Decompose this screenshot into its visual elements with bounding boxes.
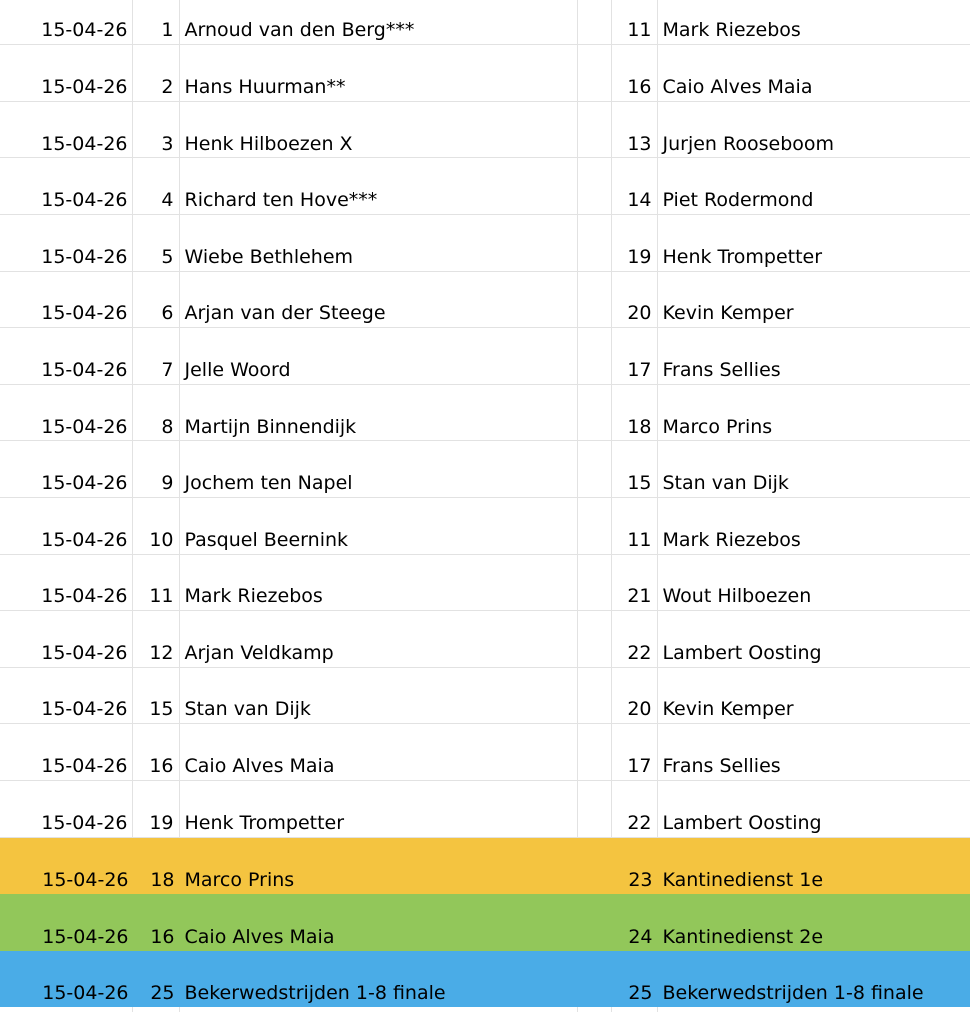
date-cell[interactable] — [0, 328, 133, 384]
right-name-value: Kantinedienst 2e — [662, 925, 824, 948]
left-number-cell[interactable] — [133, 0, 180, 44]
date-value: 15-04-26 — [41, 698, 128, 721]
right-name-value: Frans Sellies — [662, 358, 781, 381]
left-number-cell[interactable] — [133, 158, 180, 214]
date-cell[interactable] — [0, 385, 133, 441]
date-cell[interactable] — [0, 951, 133, 1008]
left-number-cell[interactable] — [133, 781, 180, 837]
table-row — [0, 951, 970, 1008]
left-name-cell[interactable] — [180, 498, 578, 554]
spacer-cell[interactable] — [578, 838, 612, 895]
date-value: 15-04-26 — [41, 755, 128, 778]
right-name-cell[interactable] — [658, 838, 970, 895]
right-number-value: 24 — [628, 925, 653, 948]
left-name-value: Richard ten Hove*** — [184, 189, 378, 212]
date-cell[interactable] — [0, 498, 133, 554]
right-name-cell[interactable] — [658, 498, 970, 554]
left-name-value: Pasquel Beernink — [184, 528, 349, 551]
date-value: 15-04-26 — [41, 641, 128, 664]
left-name-value: Henk Hilboezen X — [184, 132, 353, 155]
left-name-cell[interactable] — [180, 555, 578, 611]
right-number-cell[interactable] — [612, 668, 658, 724]
right-number-cell[interactable] — [612, 45, 658, 101]
left-name-value: Marco Prins — [184, 869, 295, 892]
right-name-cell[interactable] — [658, 724, 970, 780]
left-number-cell[interactable] — [133, 611, 180, 667]
left-name-cell[interactable] — [180, 158, 578, 214]
left-number-cell[interactable] — [133, 838, 180, 895]
left-number-value: 3 — [161, 132, 174, 155]
right-name-cell[interactable] — [658, 215, 970, 271]
right-number-cell[interactable] — [612, 894, 658, 951]
left-name-value: Bekerwedstrijden 1-8 finale — [184, 982, 446, 1005]
left-name-cell[interactable] — [180, 1007, 578, 1012]
left-number-value: 15 — [149, 698, 174, 721]
left-name-cell[interactable] — [180, 951, 578, 1008]
right-number-cell[interactable] — [612, 838, 658, 895]
date-value: 15-04-26 — [41, 302, 128, 325]
table-row — [0, 838, 970, 895]
spacer-cell[interactable] — [578, 781, 612, 837]
date-value: 15-04-26 — [41, 415, 128, 438]
left-name-cell[interactable] — [180, 781, 578, 837]
date-cell[interactable] — [0, 102, 133, 158]
date-value: 15-04-26 — [41, 528, 128, 551]
left-name-value: Stan van Dijk — [184, 698, 311, 721]
table-row — [0, 102, 970, 159]
spacer-cell[interactable] — [578, 894, 612, 951]
right-number-cell[interactable] — [612, 1007, 658, 1012]
date-cell[interactable] — [0, 158, 133, 214]
spacer-cell[interactable] — [578, 668, 612, 724]
right-name-value: Jurjen Rooseboom — [662, 132, 835, 155]
right-number-value: 17 — [627, 358, 652, 381]
table-row — [0, 441, 970, 498]
date-value: 15-04-26 — [42, 982, 129, 1005]
date-value: 15-04-26 — [41, 189, 128, 212]
right-name-value: Caio Alves Maia — [662, 75, 813, 98]
left-number-value: 16 — [150, 925, 175, 948]
date-cell[interactable] — [0, 894, 133, 951]
left-name-value: Jochem ten Napel — [184, 472, 353, 495]
left-name-value: Jelle Woord — [184, 358, 291, 381]
right-name-cell[interactable] — [658, 1007, 970, 1012]
spacer-cell[interactable] — [578, 724, 612, 780]
left-number-value: 19 — [149, 811, 174, 834]
table-row — [0, 555, 970, 612]
date-cell[interactable] — [0, 724, 133, 780]
left-number-value: 16 — [149, 755, 174, 778]
right-number-value: 11 — [627, 19, 652, 42]
left-name-cell[interactable] — [180, 215, 578, 271]
right-name-cell[interactable] — [658, 894, 970, 951]
right-name-cell[interactable] — [658, 951, 970, 1008]
table-row — [0, 894, 970, 951]
right-number-cell[interactable] — [612, 272, 658, 328]
right-number-value: 14 — [627, 189, 652, 212]
right-name-cell[interactable] — [658, 668, 970, 724]
right-number-value: 23 — [628, 869, 653, 892]
right-number-cell[interactable] — [612, 611, 658, 667]
date-value: 15-04-26 — [41, 811, 128, 834]
table-row — [0, 385, 970, 442]
right-name-cell[interactable] — [658, 0, 970, 44]
right-name-cell[interactable] — [658, 385, 970, 441]
left-number-value: 18 — [150, 869, 175, 892]
right-number-value: 21 — [627, 585, 652, 608]
left-number-cell[interactable] — [133, 555, 180, 611]
left-name-cell[interactable] — [180, 611, 578, 667]
right-name-value: Kevin Kemper — [662, 302, 794, 325]
table-row — [0, 781, 970, 838]
spacer-cell[interactable] — [578, 498, 612, 554]
left-number-cell[interactable] — [133, 441, 180, 497]
date-value: 15-04-26 — [42, 925, 129, 948]
right-name-value: Stan van Dijk — [662, 472, 789, 495]
left-name-value: Martijn Binnendijk — [184, 415, 357, 438]
right-number-value: 13 — [627, 132, 652, 155]
table-row — [0, 45, 970, 102]
right-number-value: 20 — [627, 302, 652, 325]
left-name-cell[interactable] — [180, 668, 578, 724]
table-row — [0, 668, 970, 725]
left-number-cell[interactable] — [133, 102, 180, 158]
date-cell[interactable] — [0, 838, 133, 895]
right-name-cell[interactable] — [658, 45, 970, 101]
spacer-cell[interactable] — [578, 215, 612, 271]
right-name-cell[interactable] — [658, 328, 970, 384]
left-name-cell[interactable] — [180, 0, 578, 44]
date-value: 15-04-26 — [42, 869, 129, 892]
left-name-value: Hans Huurman** — [184, 75, 346, 98]
date-cell[interactable] — [0, 555, 133, 611]
spacer-cell[interactable] — [578, 328, 612, 384]
left-number-value: 25 — [150, 982, 175, 1005]
right-name-value: Piet Rodermond — [662, 189, 814, 212]
date-cell[interactable] — [0, 668, 133, 724]
spacer-cell[interactable] — [578, 45, 612, 101]
left-number-cell[interactable] — [133, 45, 180, 101]
right-number-cell[interactable] — [612, 385, 658, 441]
right-number-cell[interactable] — [612, 555, 658, 611]
date-value: 15-04-26 — [41, 245, 128, 268]
table-row — [0, 215, 970, 272]
left-name-value: Caio Alves Maia — [184, 755, 335, 778]
table-row — [0, 158, 970, 215]
right-name-cell[interactable] — [658, 781, 970, 837]
right-name-cell[interactable] — [658, 272, 970, 328]
left-number-cell[interactable] — [133, 894, 180, 951]
right-number-value: 22 — [627, 641, 652, 664]
left-name-cell[interactable] — [180, 838, 578, 895]
date-value: 15-04-26 — [41, 75, 128, 98]
left-number-value: 1 — [161, 19, 174, 42]
date-cell[interactable] — [0, 441, 133, 497]
left-number-value: 6 — [161, 302, 174, 325]
next-row-edge — [0, 1007, 970, 1012]
table-row — [0, 498, 970, 555]
date-cell[interactable] — [0, 215, 133, 271]
spacer-cell[interactable] — [578, 102, 612, 158]
left-number-cell[interactable] — [133, 498, 180, 554]
left-name-cell[interactable] — [180, 385, 578, 441]
left-number-value: 9 — [161, 472, 174, 495]
right-number-cell[interactable] — [612, 215, 658, 271]
right-name-cell[interactable] — [658, 158, 970, 214]
spacer-cell[interactable] — [578, 555, 612, 611]
right-number-cell[interactable] — [612, 328, 658, 384]
spacer-cell[interactable] — [578, 272, 612, 328]
right-name-cell[interactable] — [658, 555, 970, 611]
spacer-cell[interactable] — [578, 0, 612, 44]
date-cell[interactable] — [0, 0, 133, 44]
left-name-value: Caio Alves Maia — [184, 925, 335, 948]
right-number-value: 15 — [627, 472, 652, 495]
right-number-cell[interactable] — [612, 158, 658, 214]
right-name-value: Kevin Kemper — [662, 698, 794, 721]
right-name-value: Kantinedienst 1e — [662, 869, 824, 892]
left-name-cell[interactable] — [180, 272, 578, 328]
table-row — [0, 724, 970, 781]
table-row — [0, 272, 970, 329]
left-number-value: 5 — [161, 245, 174, 268]
right-number-cell[interactable] — [612, 781, 658, 837]
right-name-value: Wout Hilboezen — [662, 585, 812, 608]
left-number-cell[interactable] — [133, 328, 180, 384]
left-number-cell[interactable] — [133, 1007, 180, 1012]
right-name-value: Mark Riezebos — [662, 528, 801, 551]
date-cell[interactable] — [0, 272, 133, 328]
date-value: 15-04-26 — [41, 132, 128, 155]
left-name-cell[interactable] — [180, 328, 578, 384]
left-number-value: 2 — [161, 75, 174, 98]
left-number-value: 11 — [149, 585, 174, 608]
right-name-value: Lambert Oosting — [662, 641, 822, 664]
left-name-value: Arjan van der Steege — [184, 302, 386, 325]
spacer-cell[interactable] — [578, 158, 612, 214]
left-number-cell[interactable] — [133, 215, 180, 271]
right-name-value: Lambert Oosting — [662, 811, 822, 834]
table-row — [0, 328, 970, 385]
table-row — [0, 611, 970, 668]
left-name-value: Mark Riezebos — [184, 585, 323, 608]
date-cell[interactable] — [0, 1007, 133, 1012]
left-name-cell[interactable] — [180, 45, 578, 101]
left-number-value: 7 — [161, 358, 174, 381]
left-name-cell[interactable] — [180, 102, 578, 158]
spacer-cell[interactable] — [578, 611, 612, 667]
left-number-value: 10 — [149, 528, 174, 551]
right-number-value: 19 — [627, 245, 652, 268]
left-number-value: 8 — [161, 415, 174, 438]
right-number-value: 11 — [627, 528, 652, 551]
left-name-value: Arnoud van den Berg*** — [184, 19, 415, 42]
right-number-value: 20 — [627, 698, 652, 721]
table-row — [0, 0, 970, 45]
left-name-value: Arjan Veldkamp — [184, 641, 334, 664]
right-number-value: 22 — [627, 811, 652, 834]
date-value: 15-04-26 — [41, 585, 128, 608]
right-number-cell[interactable] — [612, 441, 658, 497]
spacer-cell[interactable] — [578, 441, 612, 497]
right-number-value: 18 — [627, 415, 652, 438]
right-name-cell[interactable] — [658, 611, 970, 667]
date-value: 15-04-26 — [41, 472, 128, 495]
right-number-value: 25 — [628, 982, 653, 1005]
right-number-cell[interactable] — [612, 724, 658, 780]
left-number-cell[interactable] — [133, 385, 180, 441]
left-number-value: 4 — [161, 189, 174, 212]
spacer-cell[interactable] — [578, 385, 612, 441]
right-name-value: Mark Riezebos — [662, 19, 801, 42]
right-name-value: Frans Sellies — [662, 755, 781, 778]
date-cell[interactable] — [0, 781, 133, 837]
right-name-cell[interactable] — [658, 441, 970, 497]
date-cell[interactable] — [0, 611, 133, 667]
right-number-value: 17 — [627, 755, 652, 778]
left-name-cell[interactable] — [180, 441, 578, 497]
right-number-cell[interactable] — [612, 498, 658, 554]
left-number-cell[interactable] — [133, 668, 180, 724]
spacer-cell[interactable] — [578, 951, 612, 1008]
spacer-cell[interactable] — [578, 1007, 612, 1012]
right-number-cell[interactable] — [612, 951, 658, 1008]
right-number-value: 16 — [627, 75, 652, 98]
right-name-value: Bekerwedstrijden 1-8 finale — [662, 982, 924, 1005]
date-cell[interactable] — [0, 45, 133, 101]
left-name-cell[interactable] — [180, 894, 578, 951]
left-number-cell[interactable] — [133, 272, 180, 328]
date-value: 15-04-26 — [41, 19, 128, 42]
left-number-value: 12 — [149, 641, 174, 664]
left-name-value: Henk Trompetter — [184, 811, 345, 834]
left-number-cell[interactable] — [133, 724, 180, 780]
right-number-cell[interactable] — [612, 0, 658, 44]
right-number-cell[interactable] — [612, 102, 658, 158]
right-name-cell[interactable] — [658, 102, 970, 158]
right-name-value: Henk Trompetter — [662, 245, 823, 268]
right-name-value: Marco Prins — [662, 415, 773, 438]
left-number-cell[interactable] — [133, 951, 180, 1008]
left-name-cell[interactable] — [180, 724, 578, 780]
date-value: 15-04-26 — [41, 358, 128, 381]
left-name-value: Wiebe Bethlehem — [184, 245, 354, 268]
